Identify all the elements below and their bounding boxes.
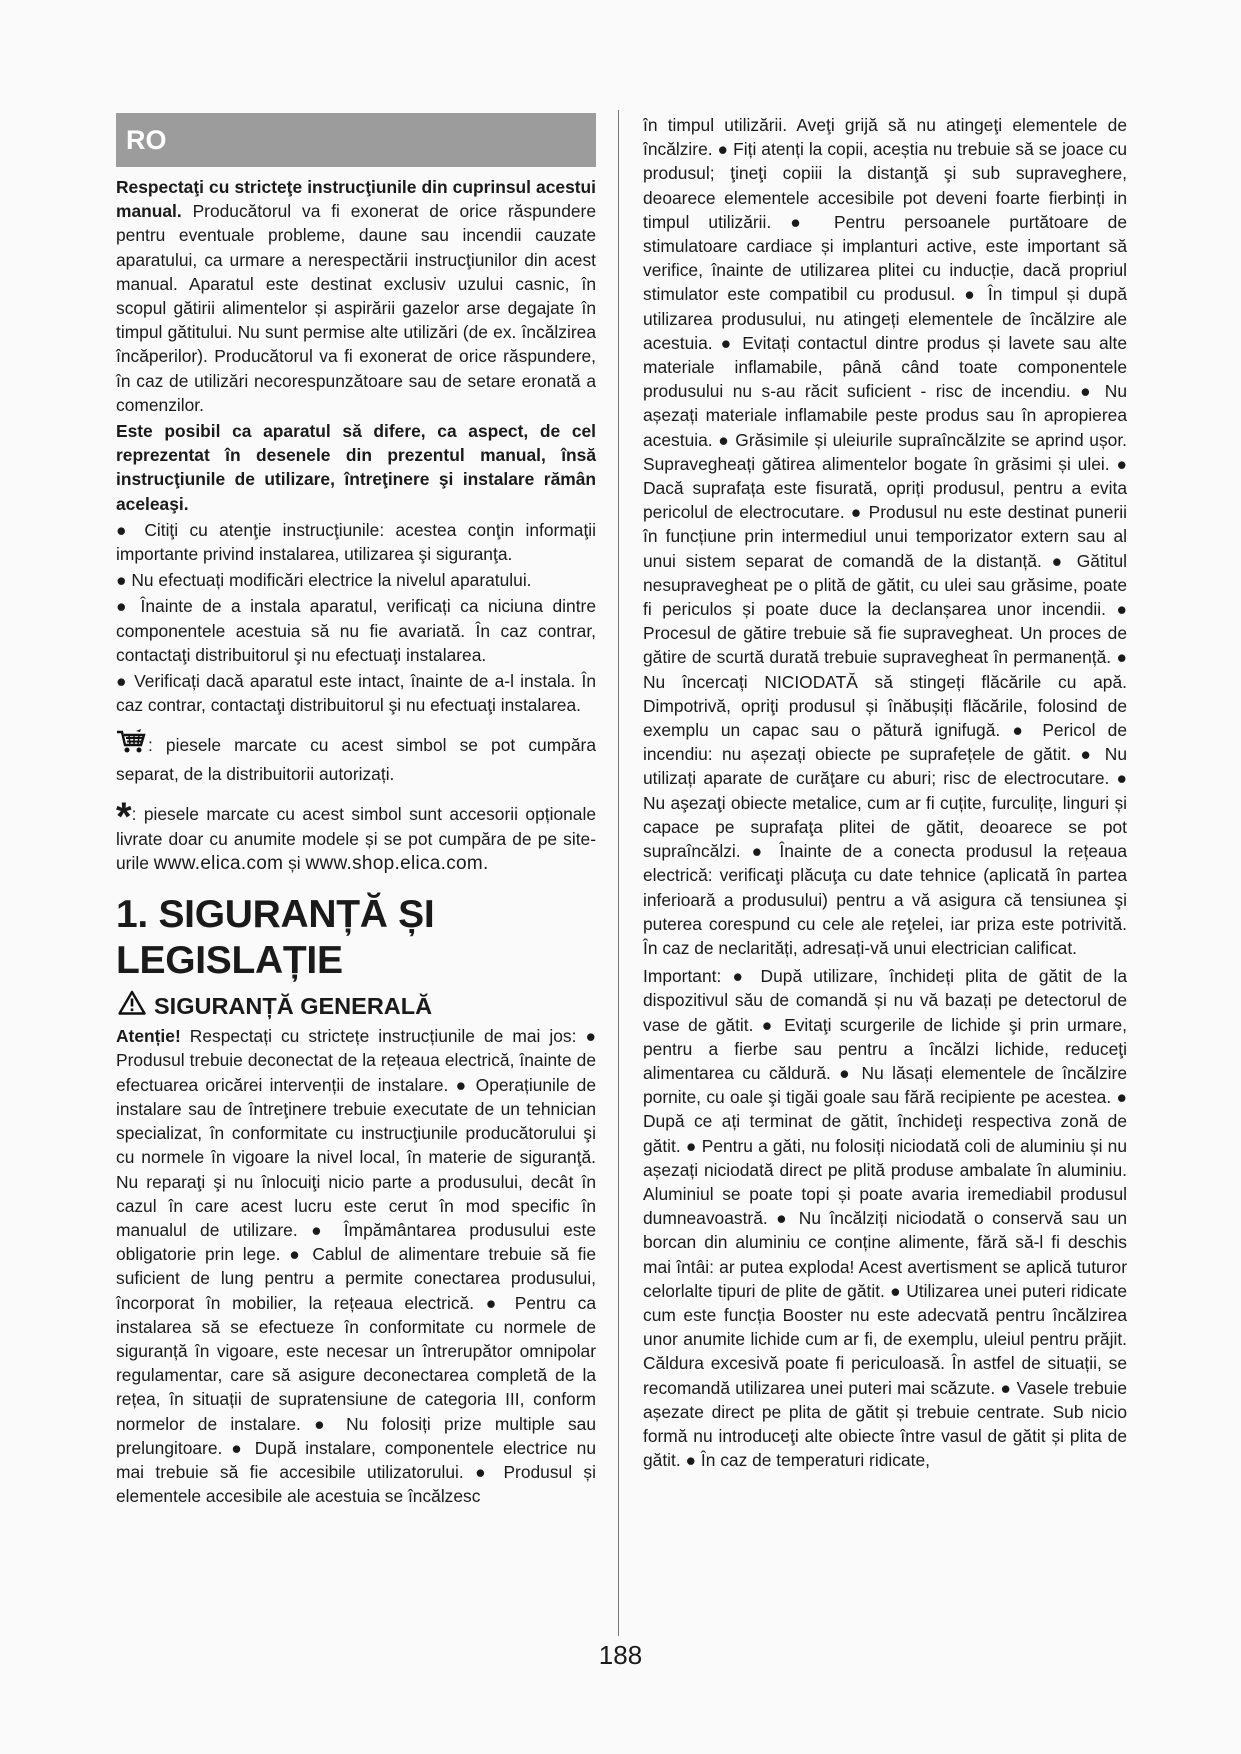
column-divider [618, 110, 619, 1636]
intro-rest: Producătorul va fi exonerat de orice răspundere pentru eventuale probleme, daune sau incendii cauzate aparatului, ca urmare a nerespectării instrucţiunilor din acest manual. Aparatul este destinat exclusiv uzului casnic, în scopul gătirii alimentelor și aspirării gazelor arse degajate în timpul gătitului. Nu sunt permise alte utilizări (de ex. încălzirea încăperilor). Producătorul va fi exonerat de orice răspundere, în caz de utilizări necorespunzătoare sau de setare eronată a comenzilor. [116, 201, 596, 415]
right-column [643, 113, 1127, 1474]
star-symbol-note [116, 794, 596, 876]
safety-paragraph: în timpul utilizării. Aveţi grijă să nu atingeţi elementele de încălzire. ● Fiți atenți la copii, aceștia nu trebuie să se joace cu produsul; ţineţi copiii la distanţă şi sub supraveghere, deoarece elementele accesibile pot deveni foarte fierbinți in timpul utilizării. ● Pentru persoanele purtătoare de stimulatoare cardiace și implanturi active, este important să verifice, înainte de utilizarea plitei cu inducție, dacă propriul stimulator este compatibil cu produsul. ● În timpul și după utilizarea produsului, nu atingeți elementele de încălzire ale acestuia. ● Evitați contactul dintre produs și lavete sau alte materiale inflamabile, până când toate componentele produsului nu s-au răcit suficient - risc de incendiu. ● Nu așezați materiale inflamabile peste produs sau în apropierea acestuia. ● Grăsimile și uleiurile supraîncălzite se aprind ușor. Supravegheați gătirea alimentelor bogate în grăsimi și ulei. ● Dacă suprafața este fisurată, opriți produsul, pentru a evita pericolul de electrocutare. ● Produsul nu este destinat punerii în funcțiune prin intermediul unui temporizator extern sau al unui sistem separat de comandă de la distanță. ● Gătitul nesupravegheat pe o plită de gătit, cu ulei sau grăsime, poate fi periculos și poate duce la declanșarea unor incendii. ● Procesul de gătire trebuie să fie supravegheat. Un proces de gătire de scurtă durată trebuie supravegheat în permanență. ● Nu încercați NICIODATĂ să stingeți flăcările cu apă. Dimpotrivă, opriţi produsul și înăbușiți flăcările, folosind de exemplu un capac sau o pătură ignifugă. ● Pericol de incendiu: nu așezați obiecte pe suprafețele de gătit. ● Nu utilizați aparate de curăţare cu aburi; risc de electrocutare. ● Nu aşezaţi obiecte metalice, cum ar fi cuțite, furculițe, linguri și capace pe suprafaţa plitei de gătit, deoarece se pot supraîncălzi. ● Înainte de a conecta produsul la rețeaua electrică: verificaţi plăcuţa cu date tehnice (aplicată în partea inferioară a produsului) pentru a vă asigura că tensiunea şi puterea corespund cu cele ale reţelei, iar priza este potrivită. În caz de neclarități, adresați-vă unui electrician calificat. [643, 115, 1127, 958]
appearance-note: Este posibil ca aparatul să difere, ca aspect, de cel reprezentat în desenele din prezentul manual, însă instrucţiunile de utilizare, întreţinere şi instalare rămân aceleaşi. [116, 421, 596, 514]
important-paragraph: Important: ● După utilizare, închideți plita de gătit de la dispozitivul său de comandă și nu vă bazați pe detectorul de vase de gătit. ● Evitaţi scurgerile de lichide şi prin urmare, pentru a fierbe sau pentru a încălzi lichide, reduceţi alimentarea cu căldură. ● Nu lăsați elementele de încălzire pornite, cu oale şi tigăi goale sau fără recipiente pe acestea. ● După ce ați terminat de gătit, închideţi respectiva zonă de gătit. ● Pentru a găti, nu folosiți niciodată coli de aluminiu și nu așezați niciodată direct pe plită produse ambalate în aluminiu. Aluminiul se poate topi și poate avaria iremediabil produsul dumneavoastră. ● Nu încălziți niciodată o conservă sau un borcan din aluminiu ce conține alimente, fără să-l fi deschis mai întâi: ar putea exploda! Acest avertisment se aplică tuturor celorlalte tipuri de plite de gătit. ● Utilizarea unei puteri ridicate cum este funcția Booster nu este adecvată pentru încălzirea unor anumite lichide cum ar fi, de exemplu, uleiul pentru prăjit. Căldura excesivă poate fi periculoasă. În astfel de situații, se recomandă utilizarea unei puteri mai scăzute. ● Vasele trebuie așezate direct pe plita de gătit și trebuie centrate. Sub nicio formă nu introduceţi alte obiecte între vasul de gătit și plita de gătit. ● În caz de temperaturi ridicate, [643, 966, 1127, 1471]
bullet-item: ● Înainte de a instala aparatul, verificați ca niciuna dintre componentele acestuia să nu fie avariată. În caz contrar, contactaţi distribuitorul şi nu efectuaţi instalarea. [116, 596, 596, 665]
attention-label: Atenție! [116, 1026, 181, 1047]
asterisk-icon: * [116, 794, 132, 839]
shopping-cart-icon [116, 729, 146, 761]
bullet-item: ● Citiţi cu atenţie instrucţiunile: acestea conţin informaţii importante privind instalarea, utilizarea şi siguranţa. [116, 519, 596, 565]
subsection-title-text: SIGURANȚĂ GENERALĂ [154, 993, 433, 1020]
intro-paragraph [116, 175, 596, 417]
language-code: RO [126, 125, 167, 155]
star-symbol-text: : piesele marcate cu acest simbol sunt accesorii opționale livrate doar cu anumite modele și se pot cumpăra de pe site-urile [116, 803, 596, 874]
website-link[interactable]: www.elica.com [153, 853, 284, 875]
shop-website-link[interactable]: www.shop.elica.com. [305, 853, 489, 875]
page-number: 188 [598, 1640, 643, 1670]
language-header [116, 113, 596, 167]
bullet-item: ● Verificați dacă aparatul este intact, înainte de a-l instala. În caz contrar, contactaţi distribuitorul şi nu efectuaţi instalarea. [116, 671, 596, 716]
cart-symbol-text: : piesele marcate cu acest simbol se pot cumpăra separat, de la distribuitorii autorizați. [116, 735, 596, 784]
bullet-item: ● Nu efectuați modificări electrice la nivelul aparatului. [116, 570, 532, 591]
subsection-title [116, 990, 596, 1022]
attention-text: Respectați cu strictețe instrucțiunile de mai jos: ● Produsul trebuie deconectat de la rețeaua electrică, înainte de efectuarea oricărei intervenții de instalare. ● Operațiunile de instalare sau de întreţinere trebuie executate de un tehnician specializat, în conformitate cu instrucţiunile producătorului şi cu normele în vigoare la nivel local, în materie de siguranţă. Nu reparaţi şi nu înlocuiţi nicio parte a produsului, decât în cazul în care acest lucru este cerut în mod specific în manualul de utilizare. ● Împământarea produsului este obligatorie prin lege. ● Cablul de alimentare trebuie să fie suficient de lung pentru a permite conectarea produsului, încorporat în mobilier, la rețeaua electrică. ● Pentru ca instalarea să se efectueze în conformitate cu normele de siguranță în vigoare, este necesar un întrerupător omnipolar regulamentar, care să asigure deconectarea completă de la rețea, în situații de supratensiune de categoria III, conform normelor de instalare. ● Nu folosiți prize multiple sau prelungitoare. ● După instalare, componentele electrice nu mai trebuie să fie accesibile utilizatorului. ● Produsul și elementele accesibile ale acestuia se încălzesc [116, 1026, 596, 1507]
attention-paragraph [116, 1024, 596, 1508]
intro-bold: Respectaţi cu stricteţe instrucţiunile din cuprinsul acestui manual. [116, 177, 596, 222]
warning-triangle-icon [118, 990, 146, 1022]
cart-symbol-note [116, 729, 596, 785]
section-title: 1. SIGURANȚĂ ȘI LEGISLAȚIE [116, 893, 435, 983]
conjunction-text: și [288, 853, 301, 874]
left-column [116, 113, 596, 1510]
